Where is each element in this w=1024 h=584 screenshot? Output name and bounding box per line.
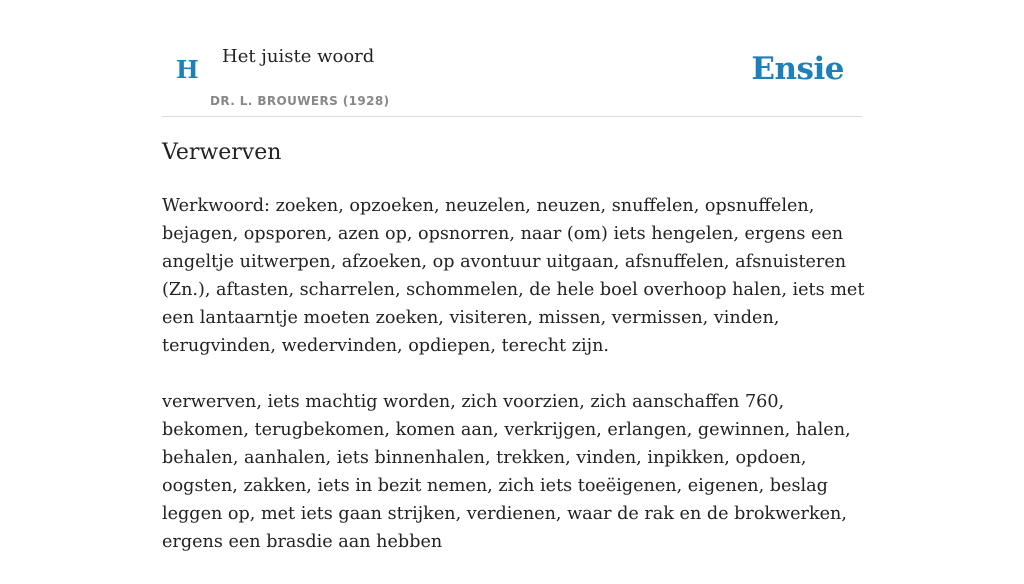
brand-logo[interactable]: Ensie <box>751 51 844 87</box>
book-author: DR. L. BROUWERS (1928) <box>210 94 390 108</box>
page-container <box>162 0 865 552</box>
entry-paragraph: Werkwoord: zoeken, opzoeken, neuzelen, neuzen, snuffelen, opsnuffelen, bejagen, opsporen, azen op, opsnorren, naar (om) iets hengelen, ergens een angeltje uitwerpen, afzoeken, op avontuur uitgaan, afsnuffelen, afsnuisteren (Zn.), aftasten, scharrelen, schommelen, de hele boel overhoop halen, iets met een lantaarntje moeten zoeken, visiteren, missen, vermissen, vinden, terugvinden, wedervinden, opdiepen, terecht zijn. <box>162 196 865 356</box>
book-header <box>162 0 862 117</box>
book-title[interactable]: Het juiste woord <box>222 46 375 67</box>
entry-paragraph: verwerven, iets machtig worden, zich voorzien, zich aanschaffen 760, bekomen, terugbekomen, komen aan, verkrijgen, erlangen, gewinnen, halen, behalen, aanhalen, iets binnenhalen, trekken, vinden, inpikken, opdoen, oogsten, zakken, iets in bezit nemen, zich iets toeëigenen, eigenen, beslag leggen op, met iets gaan strijken, verdienen, waar de rak en de brokwerken, ergens een brasdie aan hebben <box>162 392 851 552</box>
entry-title: Verwerven <box>162 140 282 165</box>
book-logo[interactable]: H <box>176 55 199 84</box>
entry-body <box>162 192 868 584</box>
